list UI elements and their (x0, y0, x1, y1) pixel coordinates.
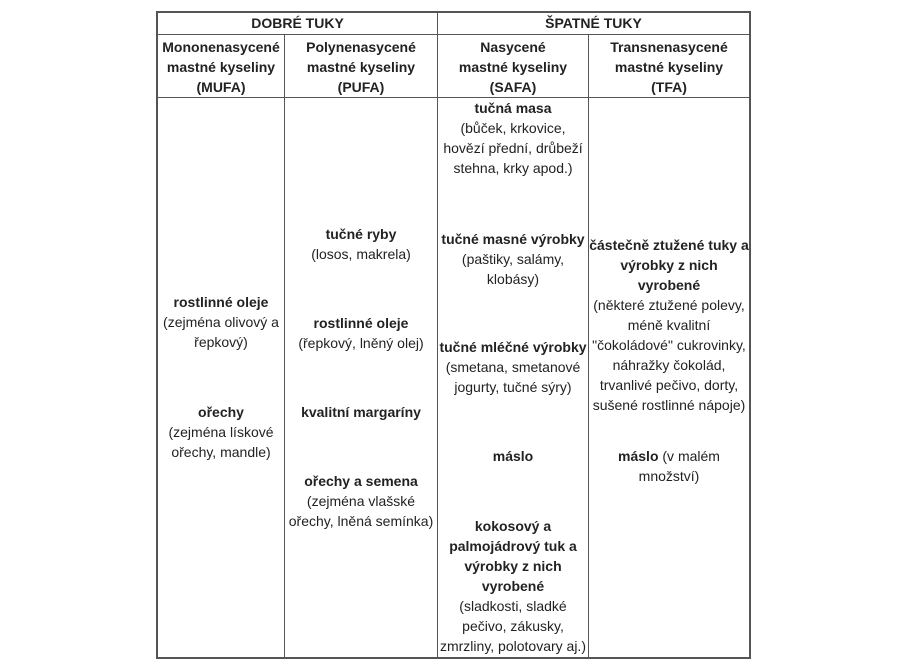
safa-item-butter: máslo (492, 448, 534, 464)
safa-item-fatty-meat: tučná masa (bůček, krkovice, hovězí přední, drůbeží stehna, krky apod.) (443, 100, 583, 176)
pufa-item-nuts-seeds: ořechy a semena (zejména vlašské ořechy, lněná semínka) (288, 473, 434, 529)
pufa-item-margarines: kvalitní margaríny (301, 404, 421, 420)
group-header-divider (156, 34, 751, 35)
column-header-pufa: Polynenasycené mastné kyseliny (PUFA) (306, 39, 416, 95)
pufa-item-fatty-fish: tučné ryby (losos, makrela) (311, 226, 411, 262)
pufa-item-plant-oils: rostlinné oleje (řepkový, lněný olej) (298, 315, 424, 351)
group-good-fats: DOBRÉ TUKY (251, 15, 344, 31)
safa-item-meat-products: tučné masné výrobky (paštiky, salámy, klobásy) (441, 231, 585, 287)
safa-item-coconut-palm: kokosový a palmojádrový tuk a výrobky z nich vyrobené (sladkosti, sladké pečivo, zákusky, zmrzliny, polotovary aj.) (439, 518, 586, 654)
table-border-bottom (156, 657, 751, 659)
table-border-right (749, 11, 751, 659)
mufa-item-nuts: ořechy (zejména lískové ořechy, mandle) (168, 404, 274, 460)
tfa-item-butter: máslo (v malém množství) (618, 448, 720, 484)
safa-item-dairy-products: tučné mléčné výrobky (smetana, smetanové jogurty, tučné sýry) (439, 339, 587, 395)
column-header-mufa: Mononenasycené mastné kyseliny (MUFA) (162, 39, 280, 95)
group-bad-fats: ŠPATNÉ TUKY (545, 15, 642, 31)
column-header-safa: Nasycené mastné kyseliny (SAFA) (458, 39, 568, 95)
mufa-item-plant-oils: rostlinné oleje (zejména olivový a řepkový) (163, 294, 279, 350)
column-header-tfa: Transnenasycené mastné kyseliny (TFA) (610, 39, 728, 95)
tfa-item-hydrogenated-fats: částečně ztužené tuky a výrobky z nich vyrobené (některé ztužené polevy, méně kvalitní "čokoládové" cukrovinky, náhražky čokolád, trvanlivé pečivo, dorty, sušené rostlinné nápoje) (589, 237, 749, 413)
